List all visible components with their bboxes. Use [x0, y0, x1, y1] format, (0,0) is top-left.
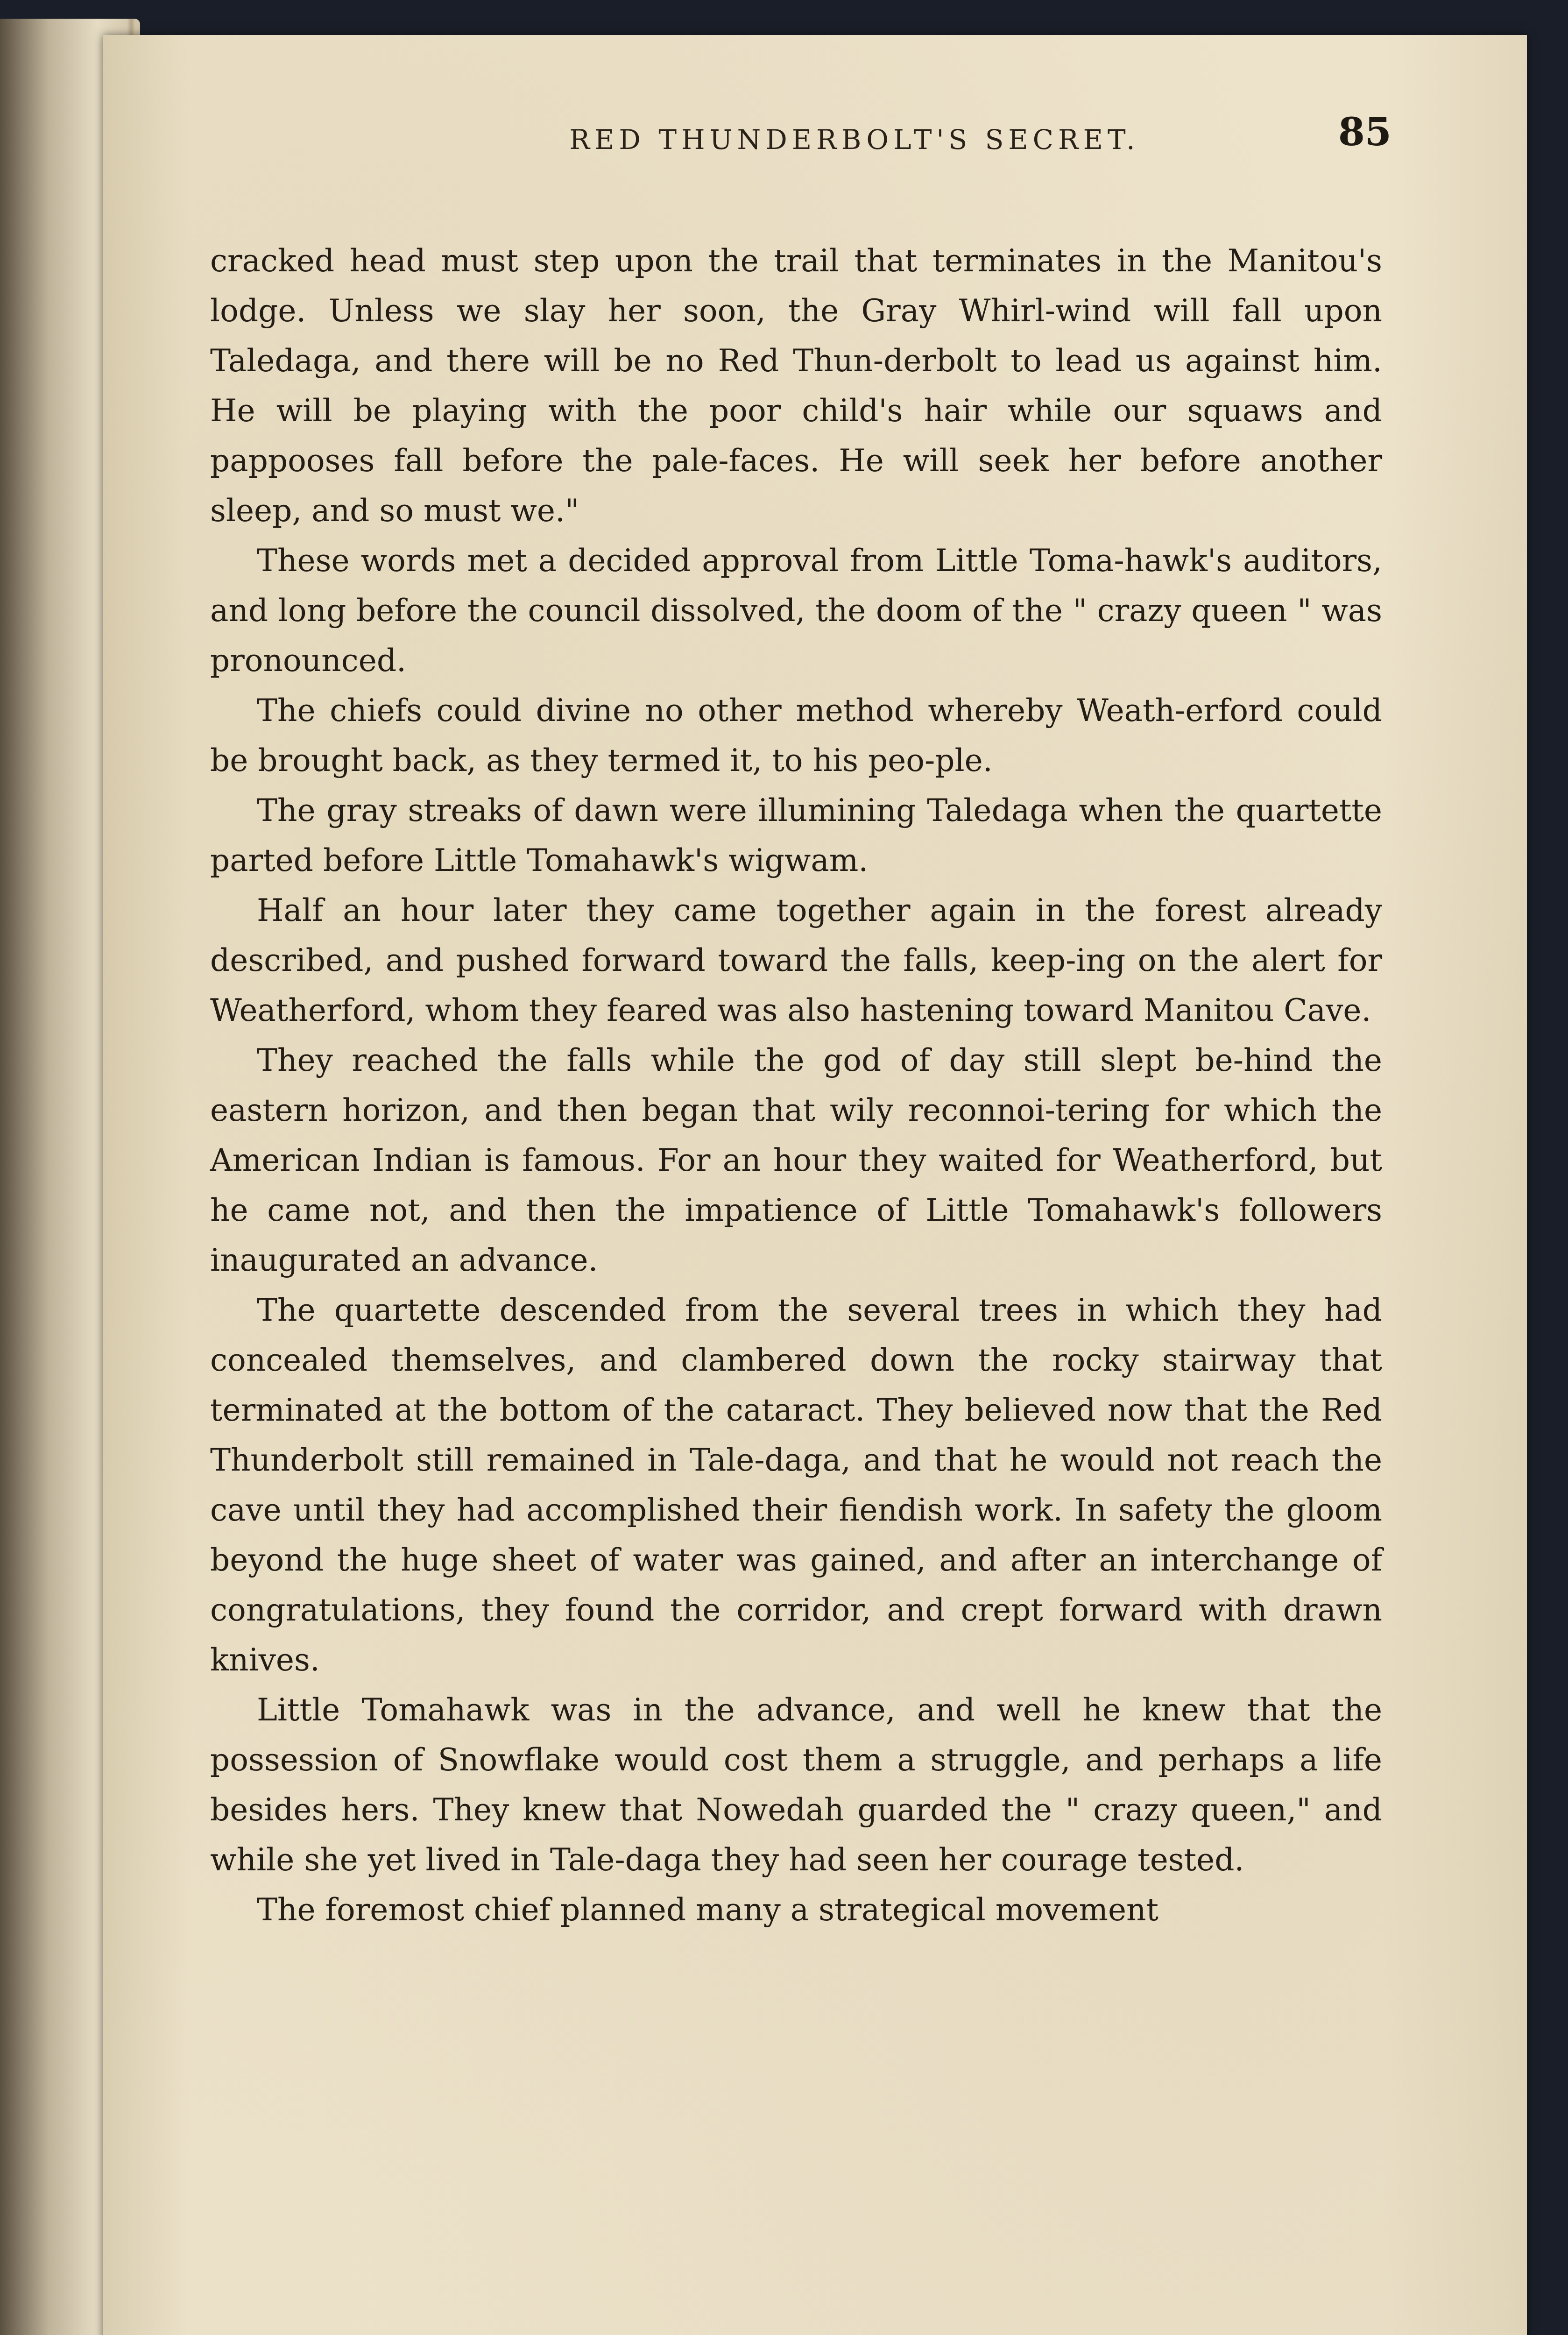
paragraph: The chiefs could divine no other method whereby Weath-erford could be brought back, as they termed it, to his peo-ple.: [210, 693, 1382, 778]
paragraph: The gray streaks of dawn were illumining Taledaga when the quartette parted before Little Tomahawk's wigwam.: [210, 792, 1382, 878]
paragraph: These words met a decided approval from Little Toma-hawk's auditors, and long before the council dissolved, the doom of the " crazy queen " was pronounced.: [210, 543, 1382, 679]
running-head: [103, 110, 1527, 166]
paragraph: The quartette descended from the several trees in which they had concealed themselves, and clambered down the rocky stairway that terminated at the bottom of the cataract. They believed now that the Red Thunderbolt still remained in Tale-daga, and that he would not reach the cave until they had accomplished their fiendish work. In safety the gloom beyond the huge sheet of water was gained, and after an interchange of congratulations, they found the corridor, and crept forward with drawn knives.: [210, 1292, 1382, 1678]
paragraph: cracked head must step upon the trail that terminates in the Manitou's lodge. Unless we slay her soon, the Gray Whirl-wind will fall upon Taledaga, and there will be no Red Thun-derbolt to lead us against him. He will be playing with the poor child's hair while our squaws and pappooses fall before the pale-faces. He will seek her before another sleep, and so must we.": [210, 243, 1382, 529]
book-page: [103, 35, 1527, 2335]
paragraph: The foremost chief planned many a strategical movement: [257, 1892, 1159, 1928]
body-text: [210, 236, 1382, 1935]
paragraph: Little Tomahawk was in the advance, and well he knew that the possession of Snowflake would cost them a struggle, and perhaps a life besides hers. They knew that Nowedah guarded the " crazy queen," and while she yet lived in Tale-daga they had seen her courage tested.: [210, 1692, 1382, 1878]
paragraph: They reached the falls while the god of day still slept be-hind the eastern horizon, and then began that wily reconnoi-tering for which the American Indian is famous. For an hour they waited for Weatherford, but he came not, and then the impatience of Little Tomahawk's followers inaugurated an advance.: [210, 1042, 1382, 1278]
page-number: 85: [1338, 110, 1391, 155]
running-title: RED THUNDERBOLT'S SECRET.: [569, 124, 1140, 156]
paragraph: Half an hour later they came together again in the forest already described, and pushed forward toward the falls, keep-ing on the alert for Weatherford, whom they feared was also hastening toward Manitou Cave.: [210, 892, 1382, 1028]
